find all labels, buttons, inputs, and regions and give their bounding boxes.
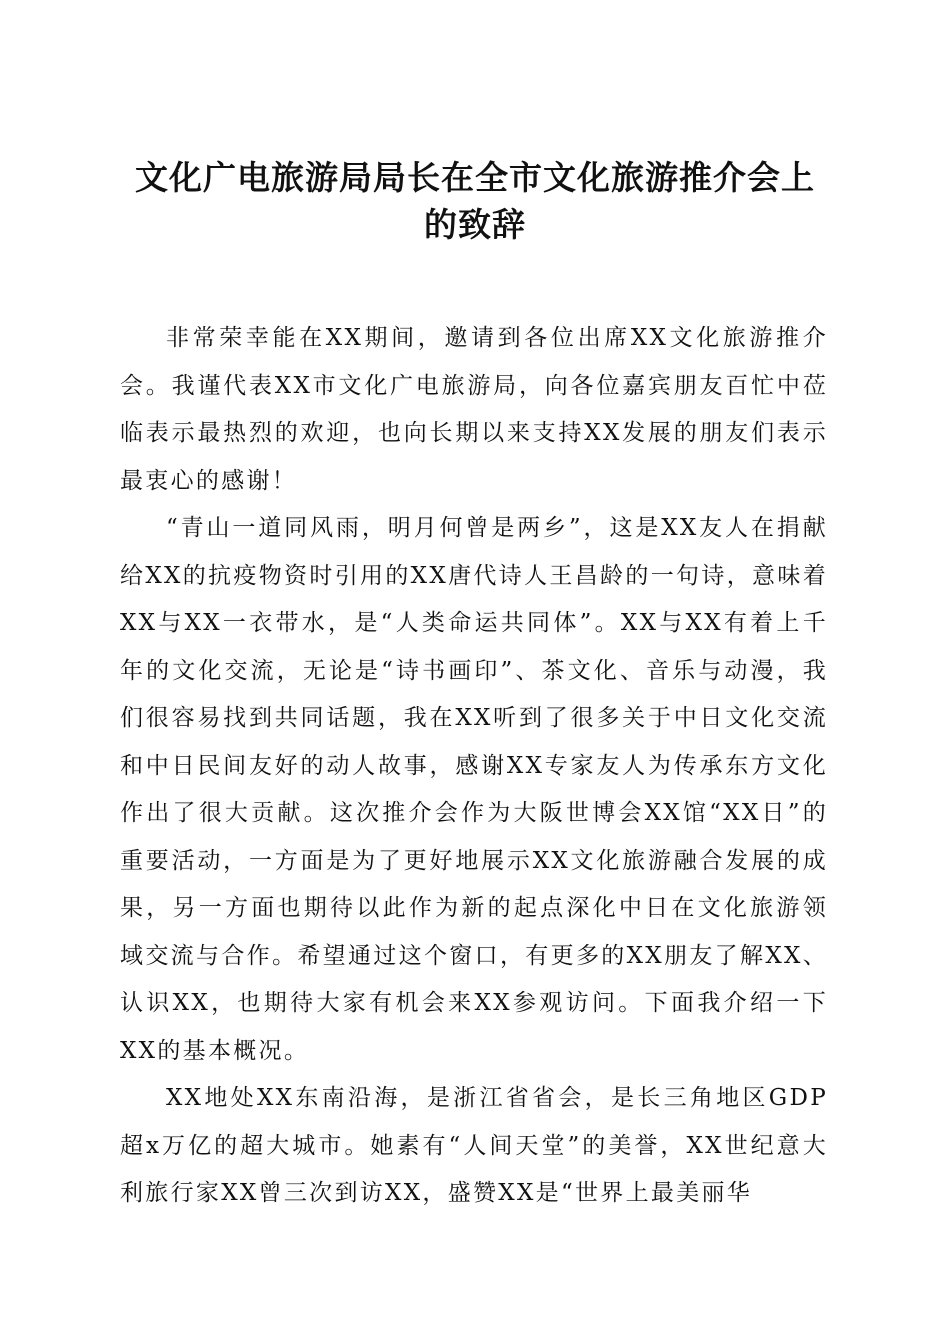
document-body [120, 315, 828, 1218]
document-title-line-2: 的致辞 [424, 205, 526, 244]
paragraph-cultural-exchange: “青山一道同风雨，明月何曾是两乡”，这是XX友人在捐献给XX的抗疫物资时引用的XX唐代诗人王昌龄的一句诗，意味着XX与XX一衣带水，是“人类命运共同体”。XX与XX有着上千年的文化交流，无论是“诗书画印”、茶文化、音乐与动漫，我们很容易找到共同话题，我在XX听到了很多关于中日文化交流和中日民间友好的动人故事，感谢XX专家友人为传承东方文化作出了很大贡献。这次推介会作为大阪世博会XX馆“XX日”的重要活动，一方面是为了更好地展示XX文化旅游融合发展的成果，另一方面也期待以此作为新的起点深化中日在文化旅游领域交流与合作。希望通过这个窗口，有更多的XX朋友了解XX、认识XX，也期待大家有机会来XX参观访问。下面我介绍一下XX的基本概况。 [120, 515, 828, 1064]
paragraph-city-overview: XX地处XX东南沿海，是浙江省省会，是长三角地区GDP超x万亿的超大城市。她素有“人间天堂”的美誉，XX世纪意大利旅行家XX曾三次到访XX，盛赞XX是“世界上最美丽华 [120, 1085, 828, 1206]
document-title [110, 154, 840, 248]
paragraph-welcome: 非常荣幸能在XX期间，邀请到各位出席XX文化旅游推介会。我谨代表XX市文化广电旅游局，向各位嘉宾朋友百忙中莅临表示最热烈的欢迎，也向长期以来支持XX发展的朋友们表示最衷心的感谢！ [120, 325, 828, 494]
document-title-line-1: 文化广电旅游局局长在全市文化旅游推介会上 [135, 158, 815, 197]
